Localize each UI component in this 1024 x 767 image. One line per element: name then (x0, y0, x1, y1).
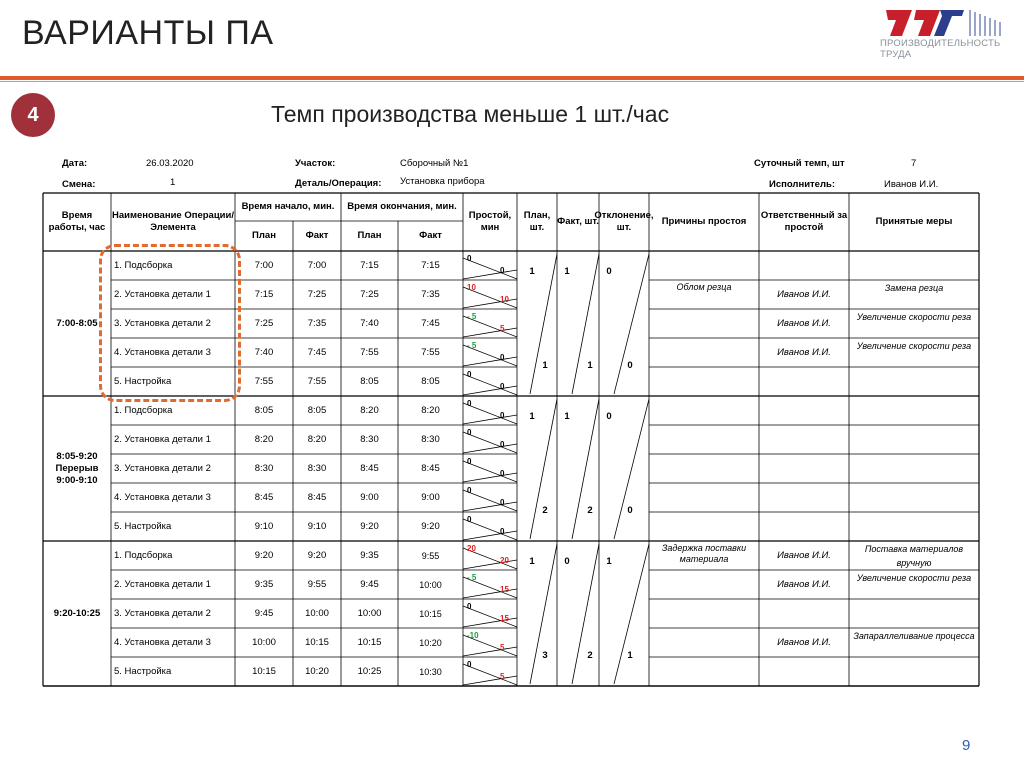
shift-value: 1 (170, 177, 176, 188)
header-measures: Принятые меры (875, 216, 953, 227)
downtime-start: 0 (467, 486, 472, 495)
downtime-accumulated: 5 (500, 324, 505, 333)
block-dev-top: 0 (606, 266, 612, 277)
downtime-accumulated: 0 (500, 266, 505, 275)
highlight-dashed-frame (99, 244, 241, 402)
start-plan: 7:40 (254, 346, 274, 358)
downtime-start: -10 (467, 631, 479, 640)
measure-taken: Запараллеливание процесса (853, 631, 975, 641)
end-fact: 10:20 (419, 637, 442, 648)
header-deviation: Отклонение, шт. (594, 210, 654, 233)
start-fact: 8:20 (307, 433, 327, 445)
downtime-accumulated: 0 (500, 411, 505, 420)
end-fact: 7:55 (421, 346, 440, 358)
block-fact-bottom: 2 (587, 650, 593, 661)
block-plan-bottom: 2 (542, 505, 548, 516)
end-plan: 9:00 (360, 491, 379, 503)
block-time: 7:00-8:05 (56, 317, 98, 329)
downtime-start: 0 (467, 399, 472, 408)
downtime-start: 10 (467, 283, 476, 292)
downtime-accumulated: 0 (500, 353, 505, 362)
operation-name: 1. Подсборка (114, 259, 173, 271)
end-plan: 9:35 (360, 549, 379, 561)
end-plan: 7:40 (360, 317, 379, 329)
header-reasons: Причины простоя (661, 216, 747, 227)
end-fact: 9:20 (421, 520, 440, 532)
executor-label: Исполнитель: (769, 179, 836, 190)
header-downtime: Простой, мин (468, 210, 512, 233)
downtime-accumulated: 0 (500, 498, 505, 507)
operation-name: 5. Настройка (114, 520, 172, 532)
downtime-start: 0 (467, 602, 472, 611)
start-plan: 9:20 (254, 549, 274, 561)
downtime-start: 0 (467, 370, 472, 379)
end-fact: 8:45 (421, 462, 440, 474)
start-fact: 7:35 (307, 317, 327, 329)
measure-taken: Увеличение скорости реза (856, 573, 972, 583)
operation-name: 2. Установка детали 1 (114, 433, 211, 445)
grid-line (463, 647, 517, 656)
grid-line (463, 357, 517, 366)
responsible-person: Иванов И.И. (777, 317, 831, 329)
operation-name: 1. Подсборка (114, 549, 173, 561)
grid-line (463, 676, 517, 685)
start-plan: 9:35 (254, 578, 274, 590)
header-end-fact: Факт (419, 230, 442, 241)
end-plan: 8:05 (360, 375, 379, 387)
header-start-time: Время начало, мин. (241, 201, 335, 212)
block-dev-bottom: 0 (627, 505, 633, 516)
shift-label: Смена: (62, 179, 96, 190)
operation-name: 3. Установка детали 2 (114, 462, 211, 474)
header-start-fact: Факт (305, 230, 329, 241)
downtime-start: 0 (467, 457, 472, 466)
responsible-person: Иванов И.И. (777, 578, 831, 590)
grid-line (463, 502, 517, 511)
start-plan: 9:45 (254, 607, 274, 619)
operation-name: 4. Установка детали 3 (114, 636, 211, 648)
responsible-person: Иванов И.И. (777, 288, 831, 300)
start-plan: 7:25 (254, 317, 274, 329)
responsible-person: Иванов И.И. (777, 346, 831, 358)
block-plan-top: 1 (529, 556, 535, 567)
header-operation-name: Наименование Операции/Элемента (112, 210, 234, 233)
end-fact: 8:30 (421, 433, 440, 445)
end-plan: 9:20 (360, 520, 379, 532)
downtime-accumulated: 0 (500, 469, 505, 478)
start-plan: 7:55 (254, 375, 274, 387)
grid-line (463, 415, 517, 424)
end-plan: 9:45 (360, 578, 379, 590)
start-fact: 7:00 (307, 259, 327, 271)
header-fact-pcs: Факт, шт. (557, 216, 599, 227)
block-dev-bottom: 1 (627, 650, 633, 661)
end-plan: 10:00 (357, 607, 382, 619)
end-fact: 7:15 (421, 259, 440, 271)
executor-value: Иванов И.И. (884, 179, 939, 190)
grid-line (614, 399, 649, 539)
number-badge: 4 (11, 93, 55, 137)
header-work-time: Время работы, час (48, 210, 106, 233)
header-start-plan: План (252, 230, 276, 241)
block-fact-top: 1 (564, 411, 570, 422)
grid-line (614, 544, 649, 684)
grid-line (463, 473, 517, 482)
start-fact: 9:10 (307, 520, 327, 532)
start-fact: 7:45 (307, 346, 327, 358)
grid-line (614, 254, 649, 394)
measure-taken: Увеличение скорости реза (856, 312, 972, 322)
end-fact: 8:20 (421, 404, 440, 416)
responsible-person: Иванов И.И. (777, 549, 831, 561)
grid-line (463, 328, 517, 337)
block-fact-bottom: 2 (587, 505, 593, 516)
start-fact: 10:20 (305, 665, 329, 677)
end-plan: 7:15 (360, 259, 379, 271)
downtime-accumulated: 0 (500, 527, 505, 536)
downtime-accumulated: 10 (500, 295, 509, 304)
start-plan: 10:00 (252, 636, 276, 648)
end-plan: 8:45 (360, 462, 379, 474)
measure-taken: Замена резца (884, 283, 944, 293)
block-time: 9:20-10:25 (53, 607, 101, 619)
downtime-accumulated: 15 (500, 585, 509, 594)
grid-line (463, 270, 517, 279)
measure-taken: Поставка материалов вручную (864, 544, 964, 568)
end-plan: 7:25 (360, 288, 379, 300)
end-fact: 8:05 (421, 375, 440, 387)
downtime-accumulated: 5 (500, 643, 505, 652)
downtime-reason: Облом резца (676, 282, 732, 292)
block-fact-top: 0 (564, 556, 570, 567)
slide-title: ВАРИАНТЫ ПА (22, 14, 274, 52)
area-value: Сборочный №1 (400, 158, 469, 169)
header-end-plan: План (357, 230, 382, 241)
end-fact: 7:45 (421, 317, 440, 329)
block-dev-top: 0 (606, 411, 612, 422)
area-label: Участок: (295, 158, 336, 169)
start-fact: 7:25 (307, 288, 327, 300)
start-plan: 8:20 (254, 433, 274, 445)
end-plan: 10:25 (357, 665, 382, 677)
page-number: 9 (962, 737, 971, 754)
daily-rate-value: 7 (911, 158, 917, 169)
start-plan: 9:10 (254, 520, 274, 532)
downtime-start: 0 (467, 254, 472, 263)
end-fact: 9:55 (421, 550, 440, 561)
operation-name: 3. Установка детали 2 (114, 317, 211, 329)
downtime-start: 20 (467, 544, 476, 553)
end-plan: 8:30 (360, 433, 379, 445)
end-fact: 7:35 (421, 288, 440, 300)
start-fact: 9:55 (307, 578, 327, 590)
end-plan: 7:55 (360, 346, 379, 358)
header-responsible: Ответственный за простой (760, 210, 848, 233)
start-fact: 8:05 (307, 404, 327, 416)
operation-name: 4. Установка детали 3 (114, 346, 211, 358)
end-plan: 8:20 (360, 404, 379, 416)
start-plan: 10:15 (252, 665, 276, 677)
block-plan-top: 1 (529, 411, 535, 422)
end-plan: 10:15 (357, 636, 382, 648)
operation-name: 5. Настройка (114, 375, 172, 387)
downtime-accumulated: 20 (500, 556, 509, 565)
grid-line (463, 531, 517, 540)
downtime-start: 0 (467, 515, 472, 524)
date-label: Дата: (62, 158, 88, 169)
grid-line (463, 444, 517, 453)
downtime-start: 0 (467, 428, 472, 437)
operation-name: 2. Установка детали 1 (114, 288, 211, 300)
downtime-accumulated: 0 (500, 440, 505, 449)
operation-name: 4. Установка детали 3 (114, 491, 211, 503)
start-plan: 8:45 (254, 491, 274, 503)
start-fact: 10:00 (305, 607, 329, 619)
downtime-accumulated: 0 (500, 382, 505, 391)
downtime-start: 0 (467, 660, 472, 669)
start-plan: 7:00 (254, 259, 274, 271)
end-fact: 10:30 (419, 666, 442, 677)
responsible-person: Иванов И.И. (777, 636, 831, 648)
downtime-start: - 5 (467, 573, 477, 582)
date-value: 26.03.2020 (146, 158, 194, 169)
block-fact-bottom: 1 (587, 360, 593, 371)
start-fact: 10:15 (305, 636, 329, 648)
block-dev-top: 1 (606, 556, 612, 567)
start-fact: 9:20 (307, 549, 327, 561)
start-plan: 8:05 (254, 404, 274, 416)
part-value: Установка прибора (400, 176, 485, 187)
operation-name: 5. Настройка (114, 665, 172, 677)
end-fact: 10:00 (419, 579, 442, 590)
block-fact-top: 1 (564, 266, 570, 277)
start-plan: 7:15 (254, 288, 274, 300)
block-time: 8:05-9:20 Перерыв 9:00-9:10 (55, 450, 99, 486)
start-fact: 8:30 (307, 462, 327, 474)
block-plan-bottom: 3 (542, 650, 548, 661)
start-fact: 7:55 (307, 375, 327, 387)
downtime-start: - 5 (467, 312, 477, 321)
measure-taken: Увеличение скорости реза (856, 341, 972, 351)
operation-name: 2. Установка детали 1 (114, 578, 211, 590)
grid-line (463, 386, 517, 395)
downtime-reason: Задержка поставки материала (661, 543, 747, 564)
header-end-time: Время окончания, мин. (347, 201, 457, 212)
start-plan: 8:30 (254, 462, 274, 474)
daily-rate-label: Суточный темп, шт (754, 158, 845, 169)
logo-text: ПРОИЗВОДИТЕЛЬНОСТЬ ТРУДА (880, 38, 1001, 60)
start-fact: 8:45 (307, 491, 327, 503)
end-fact: 9:00 (421, 491, 440, 503)
block-plan-top: 1 (529, 266, 535, 277)
operation-name: 1. Подсборка (114, 404, 173, 416)
slide-subtitle: Темп производства меньше 1 шт./час (271, 101, 670, 127)
downtime-start: - 5 (467, 341, 477, 350)
downtime-accumulated: 15 (500, 614, 509, 623)
end-fact: 10:15 (419, 608, 442, 619)
operation-name: 3. Установка детали 2 (114, 607, 211, 619)
part-label: Деталь/Операция: (295, 178, 382, 189)
block-dev-bottom: 0 (627, 360, 633, 371)
block-plan-bottom: 1 (542, 360, 548, 371)
header-plan-pcs: План, шт. (523, 210, 551, 233)
downtime-accumulated: 5 (500, 672, 505, 681)
